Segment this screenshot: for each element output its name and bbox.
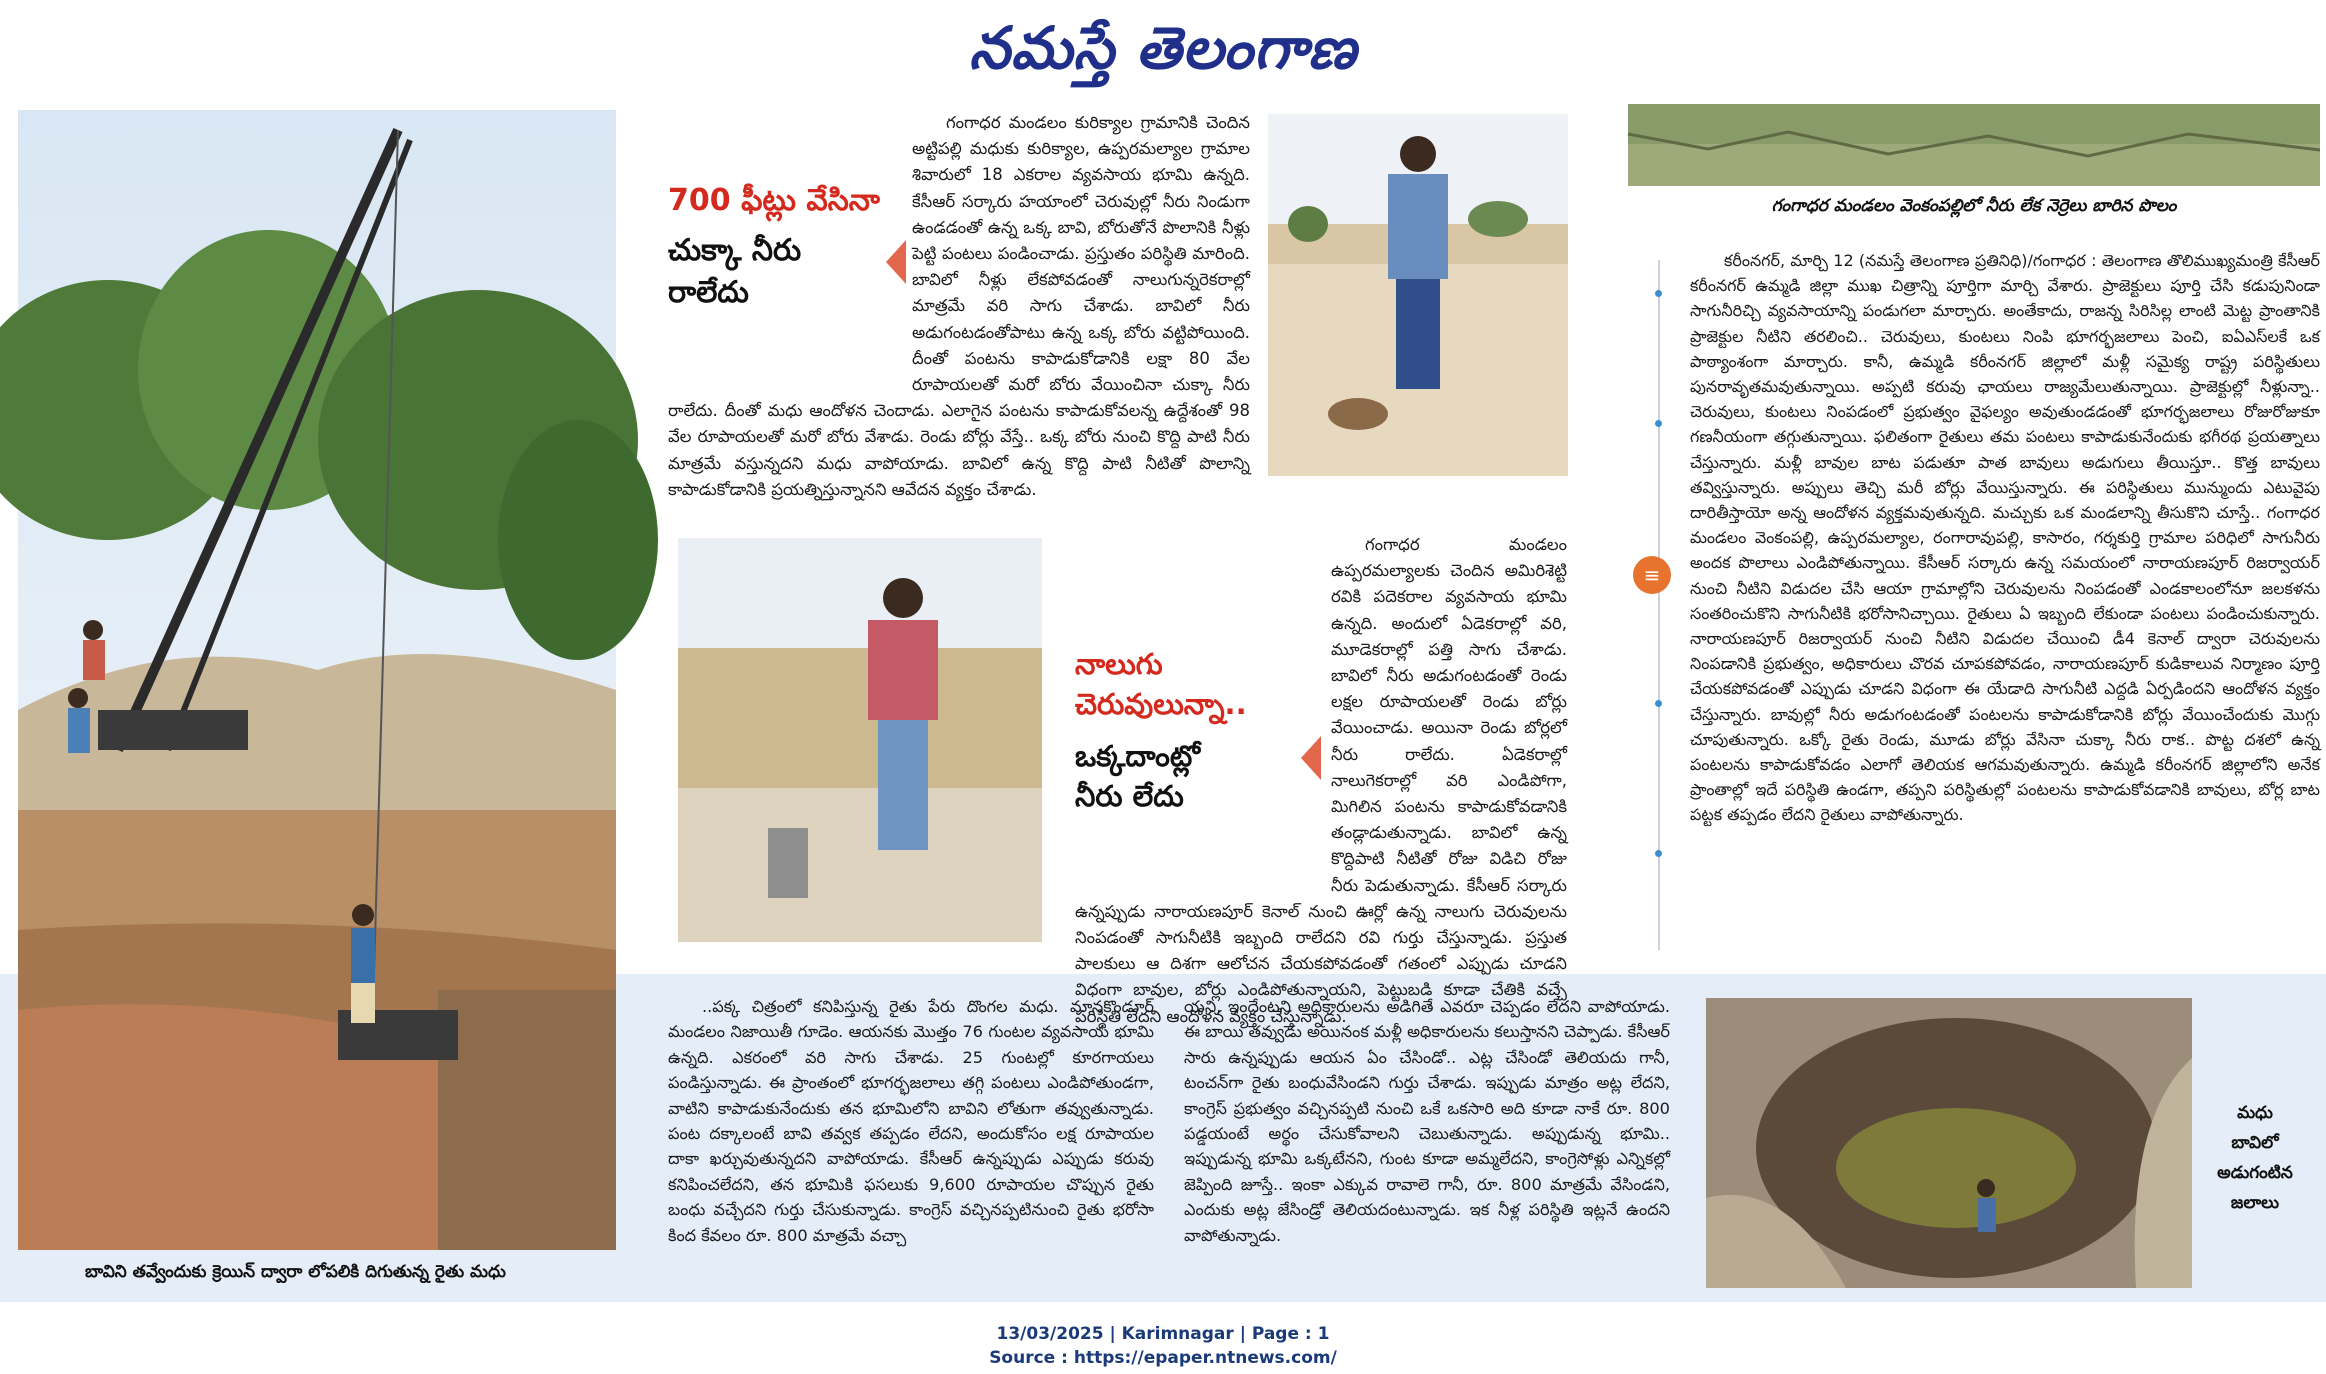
story2-headline-block bbox=[1075, 644, 1315, 874]
main-story-paragraph: కరీంనగర్, మార్చి 12 (నమస్తే తెలంగాణ ప్రతినిధి)/గంగాధర : తెలంగాణ తొలిముఖ్యమంత్రి కేసీఆర్ కరీంనగర్ ఉమ్మడి జిల్లా ముఖ చిత్రాన్ని పూర్తిగా మార్చి వేశారు. ప్రాజెక్టులు పూర్తి చేసి కడుపునిండా సాగునీరిచ్చి వ్యవసాయాన్ని పండుగలా మార్చారు. అంతేకాదు, రాజన్న సిరిసిల్ల లాంటి మెట్ట ప్రాంతానికి ప్రాజెక్టుల నీటిని తరలించి.. చెరువులు, కుంటలు నింపి భూగర్భజలాలు పెంచి, ఐఏఎస్‌లకే ఒక పాఠ్యాంశంగా మార్చారు. కానీ, ఉమ్మడి కరీంనగర్ జిల్లాలో మళ్లీ సమైక్య రాష్ట్ర పరిస్థితులు పునరావృతమవుతున్నాయి. అప్పటి కరువు ఛాయలు రాజ్యమేలుతున్నాయి. ప్రాజెక్టుల్లో నీళ్లున్నా.. చెరువులు, కుంటలు నింపడంలో ప్రభుత్వం వైఫల్యం అవుతుండడంతో భూగర్భజలాలు రోజురోజుకూ గణనీయంగా తగ్గుతున్నాయి. ఫలితంగా రైతులు తమ పంటలు కాపాడుకునేందుకు భగీరథ ప్రయత్నాలు చేస్తున్నారు. మళ్లీ బావుల బాట పడుతూ పాత బావులు అడుగులు తీయిస్తూ.. కొత్త బావులు తవ్విస్తున్నారు. అప్పులు తెచ్చి మరీ బోర్లు వేయిస్తున్నారు. ఈ పరిస్థితులు మున్ముందు ఎటువైపు దారితీస్తాయో అన్న ఆందోళన వ్యక్తమవుతున్నది. మచ్చుకు ఒక మండలాన్ని తీసుకొని చూస్తే.. గంగాధర మండలం వెంకంపల్లి, ఉప్పరమల్యాల, రంగారావుపల్లి, కాసారం, గర్శకుర్తి గ్రామాల పరిధిలో సాగునీరు అందక పొలాలు ఎండిపోతున్నాయి. కేసీఆర్ సర్కారు ఉన్న సమయంలో నారాయణపూర్ రిజర్వాయర్ నుంచి నీటిని విడుదల చేసి ఆయా గ్రామాల్లోని చెరువులను నింపడంతో ఎండకాలంలోనూ జలకళను సంతరించుకొని సాగునీటికి భరోసానిచ్చాయి. రైతులు ఏ ఇబ్బంది లేకుండా పంటలు పండించుకున్నారు. నారాయణపూర్ రిజర్వాయర్ నుంచి నీటిని విడుదల చేయించి డీ4 కెనాల్ ద్వారా చెరువులను నింపడానికి ప్రభుత్వం, అధికారులు చొరవ చూపకపోవడం, నారాయణపూర్ కుడికాలువ నిర్మాణం పూర్తి చేయకపోవడంతో ఎప్పుడు చూడని విధంగా ఈ యేడాది సాగునీటి ఎద్దడి ఏర్పడిందని ఆందోళన వ్యక్తం చేస్తున్నారు. బావుల్లో నీరు అడుగంటడంతో పంటలను కాపాడుకోడానికి బోర్లు వేయించేందుకు మొగ్గు చూపుతున్నారు. ఒక్కో రైతు రెండు, మూడు బోర్లు వేసినా చుక్కా నీరు రాక.. పొట్ట దశలో ఉన్న పంటలను కాపాడుకోవడం ఎలాగో తెలియక ఆగమవుతున్నారు. ఉమ్మడి కరీంనగర్ జిల్లాలోని అనేక ప్రాంతాల్లో ఇదే పరిస్థితి ఉండగా, తప్పని పరిస్థితుల్లో పంటలను కాపాడుకోవడానికి బావులు, బోర్ల బాట పట్టక తప్పడం లేదని రైతులు వాపోతున్నారు. bbox=[1690, 251, 2320, 825]
story1-pointer bbox=[886, 240, 906, 284]
footer-source-link[interactable]: Source : https://epaper.ntnews.com/ bbox=[989, 1348, 1337, 1368]
main-story-rule bbox=[1658, 260, 1660, 950]
side-caption-line-1: మధు bbox=[2237, 1103, 2273, 1123]
story3-col1-paragraph: ..పక్క చిత్రంలో కనిపిస్తున్న రైతు పేరు దొంగల మధు. మానకొండూర్ మండలం నిజాయితీ గూడెం. ఆయనకు మొత్తం 76 గుంటల వ్యవసాయ భూమి ఉన్నది. ఎకరంలో వరి సాగు చేశాడు. 25 గుంటల్లో కూరగాయలు పండిస్తున్నాడు. ఈ ప్రాంతంలో భూగర్భజలాలు తగ్గి పంటలు ఎండిపోతుండగా, వాటిని కాపాడుకునేందుకు తన భూమిలోని బావిని లోతుగా తవ్వుతున్నాడు. పంట దక్కాలంటే బావి తవ్వక తప్పడం లేదని, అందుకోసం లక్ష రూపాయల దాకా ఖర్చువుతున్నదని వాపోయాడు. కేసీఆర్ ఉన్నప్పుడు ఎప్పుడు కరువు కనిపించలేదని, తన భూమికి ఫసలుకు 9,600 రూపాయల చొప్పున రైతు బంధు వచ్చేదని గుర్తు చేసుకున్నాడు. కాంగ్రెస్ వచ్చినప్పటినుంచి రైతు భరోసా కింద కేవలం రూ. 800 మాత్రమే వచ్చా bbox=[668, 997, 1155, 1245]
story3-col1 bbox=[668, 994, 1154, 1294]
story2-headline-red-2: చెరువులున్నా.. bbox=[1075, 687, 1247, 721]
well-photo bbox=[1706, 998, 2192, 1288]
side-caption-line-3: అడుగంటిన bbox=[2217, 1163, 2293, 1183]
story2-pointer bbox=[1301, 736, 1321, 780]
cracked-field-caption: గంగాధర మండలం వెంకంపల్లిలో నీరు లేక నెర్రెలు బారిన పొలం bbox=[1771, 196, 2177, 216]
story3-col2-paragraph: యని, ఇందేంటని అధికారులను అడిగితే ఎవరూ చెప్పడం లేదని వాపోయాడు. ఈ బాయి తవ్వుడు అయినంక మళ్లీ అధికారులను కలుస్తానని చెప్పాడు. కేసీఆర్ సారు ఉన్నప్పుడు ఆయన ఏం చేసిండో.. ఎట్ల చేసిండో తెలియదు గానీ, టంచన్‌గా రైతు బంధువేసిండని గుర్తు చేశాడు. ఇప్పుడు మాత్రం అట్ల లేదని, కాంగ్రెస్ ప్రభుత్వం వచ్చినప్పటి నుంచి ఒకే ఒకసారి అది కూడా నాకే రూ. 800 పడ్డయంటే అర్థం చేసుకోవాలని చెబుతున్నాడు. అప్పుడున్న భూమి.. ఇప్పుడున్న భూమి ఒక్కటేనని, గుంట కూడా అమ్మలేదని, కాంగ్రెసోళ్లు ఎన్నికల్లో జెప్పింది జూస్తే.. ఇంకా ఎక్కువ రావాలె గానీ, రూ. 800 మాత్రమే వేసిండని, ఎందుకు అట్ల జేసిండ్రో తెలియదంటున్నాడు. ఇక నీళ్ల పరిస్థితి ఇట్లనే ఉందని వాపోతున్నాడు. bbox=[1184, 997, 1670, 1245]
story2-headline-black-2: నీరు లేదు bbox=[1075, 779, 1184, 813]
well-photo-side-caption bbox=[2196, 1098, 2314, 1218]
main-story-dot-1 bbox=[1655, 290, 1662, 297]
main-story-dot-3 bbox=[1655, 700, 1662, 707]
cracked-field-photo bbox=[1628, 104, 2320, 186]
crane-photo bbox=[18, 110, 616, 1250]
story1-headline-black-2: రాలేదు bbox=[668, 275, 749, 310]
story3-col2 bbox=[1184, 994, 1670, 1294]
main-story-dot-2 bbox=[1655, 420, 1662, 427]
story2-headline-red-1: నాలుగు bbox=[1075, 647, 1163, 681]
masthead-title: నమస్తే తెలంగాణ bbox=[969, 14, 1357, 82]
main-story-dot-4 bbox=[1655, 850, 1662, 857]
story1-text bbox=[668, 110, 1250, 500]
main-story-text bbox=[1690, 248, 2320, 952]
story1-photo bbox=[1268, 114, 1568, 476]
story1-headline-red: 700 ఫీట్లు వేసినా bbox=[668, 183, 880, 218]
story1-headline-black-1: చుక్కా నీరు bbox=[668, 233, 802, 268]
side-caption-line-4: జలాలు bbox=[2230, 1193, 2280, 1213]
main-story-icon: ≡ bbox=[1633, 556, 1671, 594]
story2-text bbox=[1075, 532, 1567, 1026]
story1-paragraph: గంగాధర మండలం కురిక్యాల గ్రామానికి చెందిన అట్టిపల్లి మధుకు కురిక్యాల, ఉప్పరమల్యాల గ్రామాల శివారులో 18 ఎకరాల వ్యవసాయ భూమి ఉన్నది. కేసీఆర్ సర్కారు హయాంలో చెరువుల్లో నీరు నిండుగా ఉండడంతో ఉన్న ఒక్క బావి, బోరుతోనే పొలానికి నీళ్లు పెట్టి పంటలు పండించాడు. ప్రస్తుతం పరిస్థితి మారింది. బావిలో నీళ్లు లేకపోవడంతో నాలుగున్నరెకరాల్లో మాత్రమే వరి సాగు చేశాడు. బావిలో నీరు అడుగంటడంతోపాటు ఉన్న ఒక్క బోరు వట్టిపోయింది. దీంతో పంటను కాపాడుకోడానికి లక్షా 80 వేల రూపాయలతో మరో బోరు వేయించినా చుక్కా నీరు రాలేదు. దీంతో మధు ఆందోళన చెందాడు. ఎలాగైన పంటను కాపాడుకోవలన్న ఉద్దేశంతో 98 వేల రూపాయలతో మరో బోరు వేశాడు. రెండు బోర్లు వేస్తే.. ఒక్క బోరు నుంచి కొద్ది పాటి నీరు మాత్రమే వస్తున్నదని మధు వాపోయాడు. బావిలో ఉన్న కొద్ది పాటి నీటితో పొలాన్ని కాపాడుకోడానికి ప్రయత్నిస్తున్నానని ఆవేదన వ్యక్తం చేశాడు. bbox=[668, 113, 1250, 499]
story2-photo bbox=[678, 538, 1042, 942]
footer-date-edition: 13/03/2025 | Karimnagar | Page : 1 bbox=[996, 1324, 1330, 1344]
story2-paragraph: గంగాధర మండలం ఉప్పరమల్యాలకు చెందిన అమిరిశెట్టి రవికి పదెకరాల వ్యవసాయ భూమి ఉన్నది. అందులో ఏడెకరాల్లో వరి, మూడెకరాల్లో పత్తి సాగు చేశాడు. బావిలో నీరు అడుగంటడంతో రెండు లక్షల రూపాయలతో రెండు బోర్లు వేయించాడు. అయినా రెండు బోర్లలో నీరు రాలేదు. ఏడెకరాల్లో నాలుగెకరాల్లో వరి ఎండిపోగా, మిగిలిన పంటను కాపాడుకోవడానికి తండ్లాడుతున్నాడు. బావిలో ఉన్న కొద్దిపాటి నీటితో రోజు విడిచి రోజు నీరు పెడుతున్నాడు. కేసీఆర్ సర్కారు ఉన్నప్పుడు నారాయణపూర్ కెనాల్ నుంచి ఊర్లో ఉన్న నాలుగు చెరువులను నింపడంతో సాగునీటికి ఇబ్బంది రాలేదని రవి గుర్తు చేస్తున్నాడు. ప్రస్తుత పాలకులు ఆ దిశగా ఆలోచన చేయకపోవడంతో గతంలో ఎప్పుడు చూడని విధంగా బావుల, బోర్లు ఎండిపోతున్నాయని, పెట్టుబడి కూడా చేతికి వచ్చే పరిస్థితి లేదని ఆందోళన వ్యక్తం చేస్తున్నాడు. bbox=[1075, 535, 1567, 1026]
crane-photo-caption: బావిని తవ్వేందుకు క్రెయిన్ ద్వారా లోపలికి దిగుతున్న రైతు మధు bbox=[85, 1262, 506, 1282]
story1-headline-block bbox=[668, 170, 898, 390]
story2-headline-black-1: ఒక్కదాంట్లో bbox=[1075, 739, 1200, 773]
side-caption-line-2: బావిలో bbox=[2231, 1133, 2279, 1153]
